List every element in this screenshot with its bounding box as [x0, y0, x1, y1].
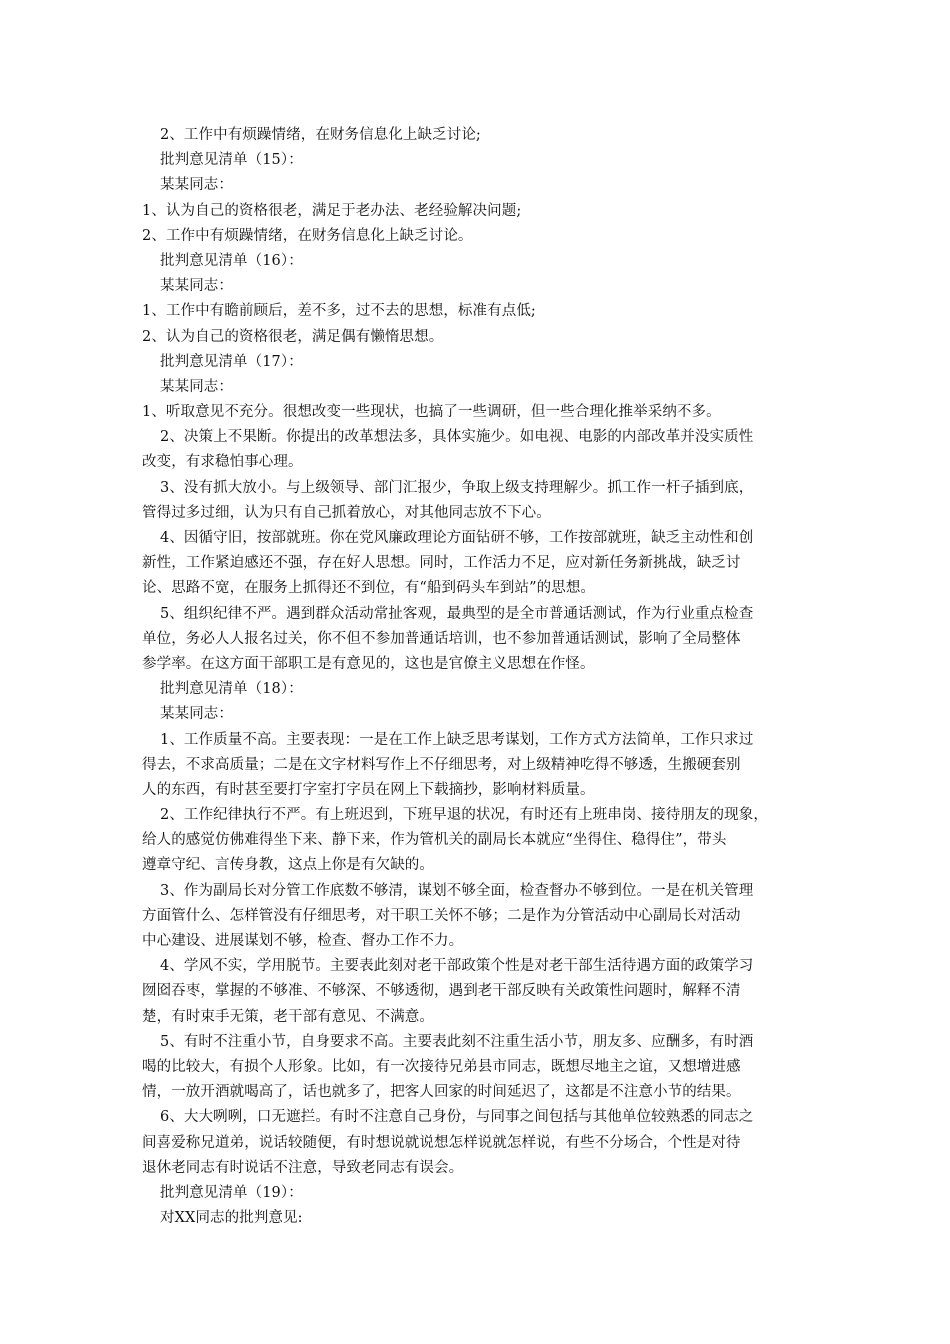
text-line: 论、思路不宽，在服务上抓得还不到位，有“船到码头车到站”的思想。 [142, 580, 596, 597]
text-line: 2、工作中有烦躁情绪，在财务信息化上缺乏讨论; [160, 127, 481, 143]
text-line: 5、组织纪律不严。遇到群众活动常扯客观，最典型的是全市普通话测试，作为行业重点检查 [160, 605, 754, 622]
text-line: 得去，不求高质量；二是在文字材料写作上不仔细思考，对上级精神吃得不够透，生搬硬套别 [142, 756, 741, 773]
text-line: 1、工作质量不高。主要表现：一是在工作上缺乏思考谋划，工作方式方法简单，工作只求过 [160, 731, 754, 748]
text-line: 改变，有求稳怕事心理。 [142, 454, 303, 471]
text-line: 囫囵吞枣，掌握的不够准、不够深、不够透彻，遇到老干部反映有关政策性问题时，解释不清 [142, 983, 741, 1000]
text-line: 4、学风不实，学用脱节。主要表此刻对老干部政策个性是对老干部生活待遇方面的政策学习 [160, 958, 754, 975]
text-line: 管得过多过细，认为只有自己抓着放心，对其他同志放不下心。 [142, 504, 551, 521]
text-line: 楚，有时束手无策，老干部有意见、不满意。 [142, 1008, 434, 1025]
text-line: 中心建设、进展谋划不够，检查、督办工作不力。 [142, 933, 464, 949]
text-line: 喝的比较大，有损个人形象。比如，有一次接待兄弟县市同志，既想尽地主之谊，又想增进感 [142, 1058, 741, 1075]
text-line: 方面管什么、怎样管没有仔细思考，对干职工关怀不够；二是作为分管活动中心副局长对活动 [142, 907, 741, 924]
text-line: 2、工作中有烦躁情绪，在财务信息化上缺乏讨论。 [142, 227, 473, 244]
text-line: 单位，务必人人报名过关，你不但不参加普通话培训，也不参加普通话测试，影响了全局整体 [142, 630, 741, 647]
text-line: 批判意见清单（15）： [160, 152, 303, 169]
text-line: 批判意见清单（19）： [160, 1184, 303, 1201]
text-line: 1、认为自己的资格很老，满足于老办法、老经验解决问题; [142, 202, 522, 219]
text-line: 3、作为副局长对分管工作底数不够清，谋划不够全面，检查督办不够到位。一是在机关管理 [160, 882, 754, 899]
text-line: 批判意见清单（17）： [160, 353, 303, 370]
text-line: 退休老同志有时说话不注意，导致老同志有误会。 [142, 1159, 464, 1176]
text-line: 批判意见清单（16）： [160, 252, 303, 269]
text-line: 间喜爱称兄道弟，说话较随便，有时想说就说想怎样说就怎样说，有些不分场合，个性是对待 [142, 1134, 741, 1151]
text-line: 批判意见清单（18）： [160, 681, 303, 698]
text-line: 2、认为自己的资格很老，满足偶有懒惰思想。 [142, 328, 444, 345]
text-line: 某某同志： [160, 378, 233, 395]
text-line: 2、工作纪律执行不严。有上班迟到，下班早退的状况，有时还有上班串岗、接待朋友的现象， [160, 807, 768, 824]
text-line: 某某同志： [160, 278, 233, 295]
text-line: 给人的感觉仿佛难得坐下来、静下来，作为管机关的副局长本就应“坐得住、稳得住”，带头 [142, 832, 727, 849]
text-line: 6、大大咧咧，口无遮拦。有时不注意自己身份，与同事之间包括与其他单位较熟悉的同志之 [160, 1109, 754, 1126]
text-line: 遵章守纪、言传身教，这点上你是有欠缺的。 [142, 857, 434, 874]
text-line: 情，一放开酒就喝高了，话也就多了，把客人回家的时间延迟了，这都是不注意小节的结果。 [142, 1084, 741, 1101]
text-line: 5、有时不注重小节，自身要求不高。主要表此刻不注重生活小节，朋友多、应酬多，有时酒 [160, 1033, 754, 1050]
text-line: 某某同志： [160, 706, 233, 723]
text-line: 参学率。在这方面干部职工是有意见的，这也是官僚主义思想在作怪。 [142, 655, 595, 672]
text-line: 2、决策上不果断。你提出的改革想法多，具体实施少。如电视、电影的内部改革并没实质性 [160, 429, 754, 446]
text-line: 1、工作中有瞻前顾后，差不多，过不去的思想，标准有点低; [142, 303, 536, 320]
text-line: 新性，工作紧迫感还不强，存在好人思想。同时，工作活力不足，应对新任务新挑战，缺乏讨 [142, 555, 741, 572]
text-line: 人的东西，有时甚至要打字室打字员在网上下载摘抄，影响材料质量。 [142, 781, 595, 798]
text-line: 4、因循守旧，按部就班。你在党风廉政理论方面钻研不够，工作按部就班，缺乏主动性和创 [160, 530, 754, 546]
text-line: 3、没有抓大放小。与上级领导、部门汇报少，争取上级支持理解少。抓工作一杆子插到底， [160, 479, 754, 496]
text-line: 对XX同志的批判意见: [160, 1210, 303, 1227]
document-page [142, 123, 812, 1231]
text-line: 某某同志： [160, 177, 233, 194]
text-line: 1、听取意见不充分。很想改变一些现状，也搞了一些调研，但一些合理化推举采纳不多。 [142, 404, 721, 421]
